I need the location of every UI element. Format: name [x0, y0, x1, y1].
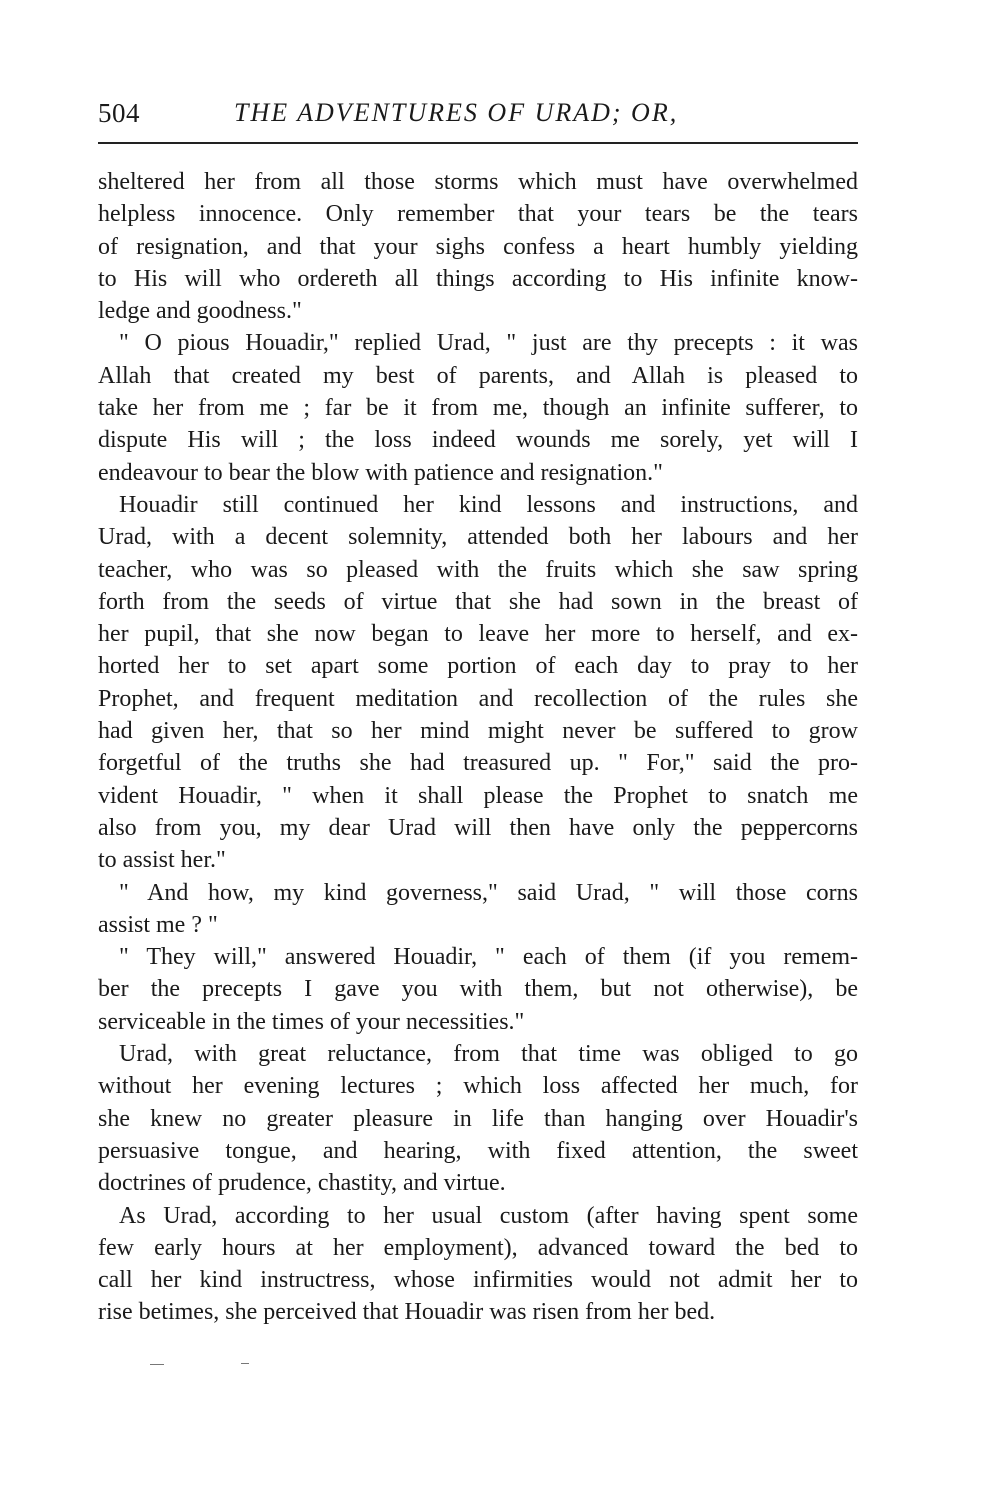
text-line: Allah that created my best of parents, and Allah is pleased to	[98, 362, 858, 389]
text-line: sheltered her from all those storms which must have overwhelmed	[98, 169, 858, 195]
text-line: take her from me ; far be it from me, though an infinite sufferer, to	[98, 395, 858, 422]
text-line: assist me ? "	[98, 911, 218, 938]
text-line: Prophet, and frequent meditation and recollection of the rules she	[98, 685, 858, 712]
text-line: " And how, my kind governess," said Urad, " will those corns	[119, 879, 858, 906]
text-line: " O pious Houadir," replied Urad, " just are thy precepts : it was	[119, 330, 858, 357]
running-title: THE ADVENTURES OF URAD; OR,	[234, 98, 679, 127]
text-line: teacher, who was so pleased with the fruits which she saw spring	[98, 556, 858, 583]
text-line: vident Houadir, " when it shall please the Prophet to snatch me	[98, 782, 858, 809]
scan-speck	[150, 1364, 164, 1365]
text-line: had given her, that so her mind might never be suffered to grow	[98, 718, 858, 745]
text-line: she knew no greater pleasure in life than hanging over Houadir's	[98, 1105, 858, 1132]
text-line: doctrines of prudence, chastity, and virtue.	[98, 1170, 506, 1197]
text-line: " They will," answered Houadir, " each of them (if you remem-	[119, 944, 858, 971]
body-text	[98, 166, 858, 1329]
text-line: Urad, with great reluctance, from that time was obliged to go	[119, 1041, 858, 1068]
text-line: rise betimes, she perceived that Houadir was risen from her bed.	[98, 1299, 716, 1326]
text-line: Houadir still continued her kind lessons and instructions, and	[119, 491, 858, 518]
text-line: of resignation, and that your sighs confess a heart humbly yielding	[98, 233, 858, 260]
text-line: to assist her."	[98, 847, 226, 874]
text-line: persuasive tongue, and hearing, with fixed attention, the sweet	[98, 1137, 858, 1164]
header-rule	[98, 142, 858, 144]
text-line: call her kind instructress, whose infirmities would not admit her to	[98, 1267, 858, 1294]
text-line: As Urad, according to her usual custom (after having spent some	[119, 1202, 858, 1229]
text-line: her pupil, that she now began to leave her more to herself, and ex-	[98, 621, 858, 648]
text-line: few early hours at her employment), advanced toward the bed to	[98, 1234, 858, 1261]
text-line: horted her to set apart some portion of each day to pray to her	[98, 653, 858, 680]
text-line: without her evening lectures ; which loss affected her much, for	[98, 1073, 858, 1100]
text-line: ber the precepts I gave you with them, but not otherwise), be	[98, 976, 858, 1003]
text-line: serviceable in the times of your necessities."	[98, 1008, 525, 1035]
text-line: helpless innocence. Only remember that your tears be the tears	[98, 201, 858, 228]
text-line: also from you, my dear Urad will then have only the peppercorns	[98, 814, 858, 841]
page-header	[98, 98, 858, 134]
text-line: ledge and goodness."	[98, 298, 302, 325]
text-line: forth from the seeds of virtue that she had sown in the breast of	[98, 588, 858, 615]
text-line: dispute His will ; the loss indeed wounds me sorely, yet will I	[98, 427, 858, 454]
text-line: endeavour to bear the blow with patience and resignation."	[98, 459, 663, 486]
text-line: forgetful of the truths she had treasured up. " For," said the pro-	[98, 750, 858, 777]
text-line: Urad, with a decent solemnity, attended both her labours and her	[98, 524, 858, 551]
scan-speck	[241, 1363, 249, 1364]
page-number: 504	[98, 98, 140, 128]
text-line: to His will who ordereth all things according to His infinite know-	[98, 265, 858, 292]
